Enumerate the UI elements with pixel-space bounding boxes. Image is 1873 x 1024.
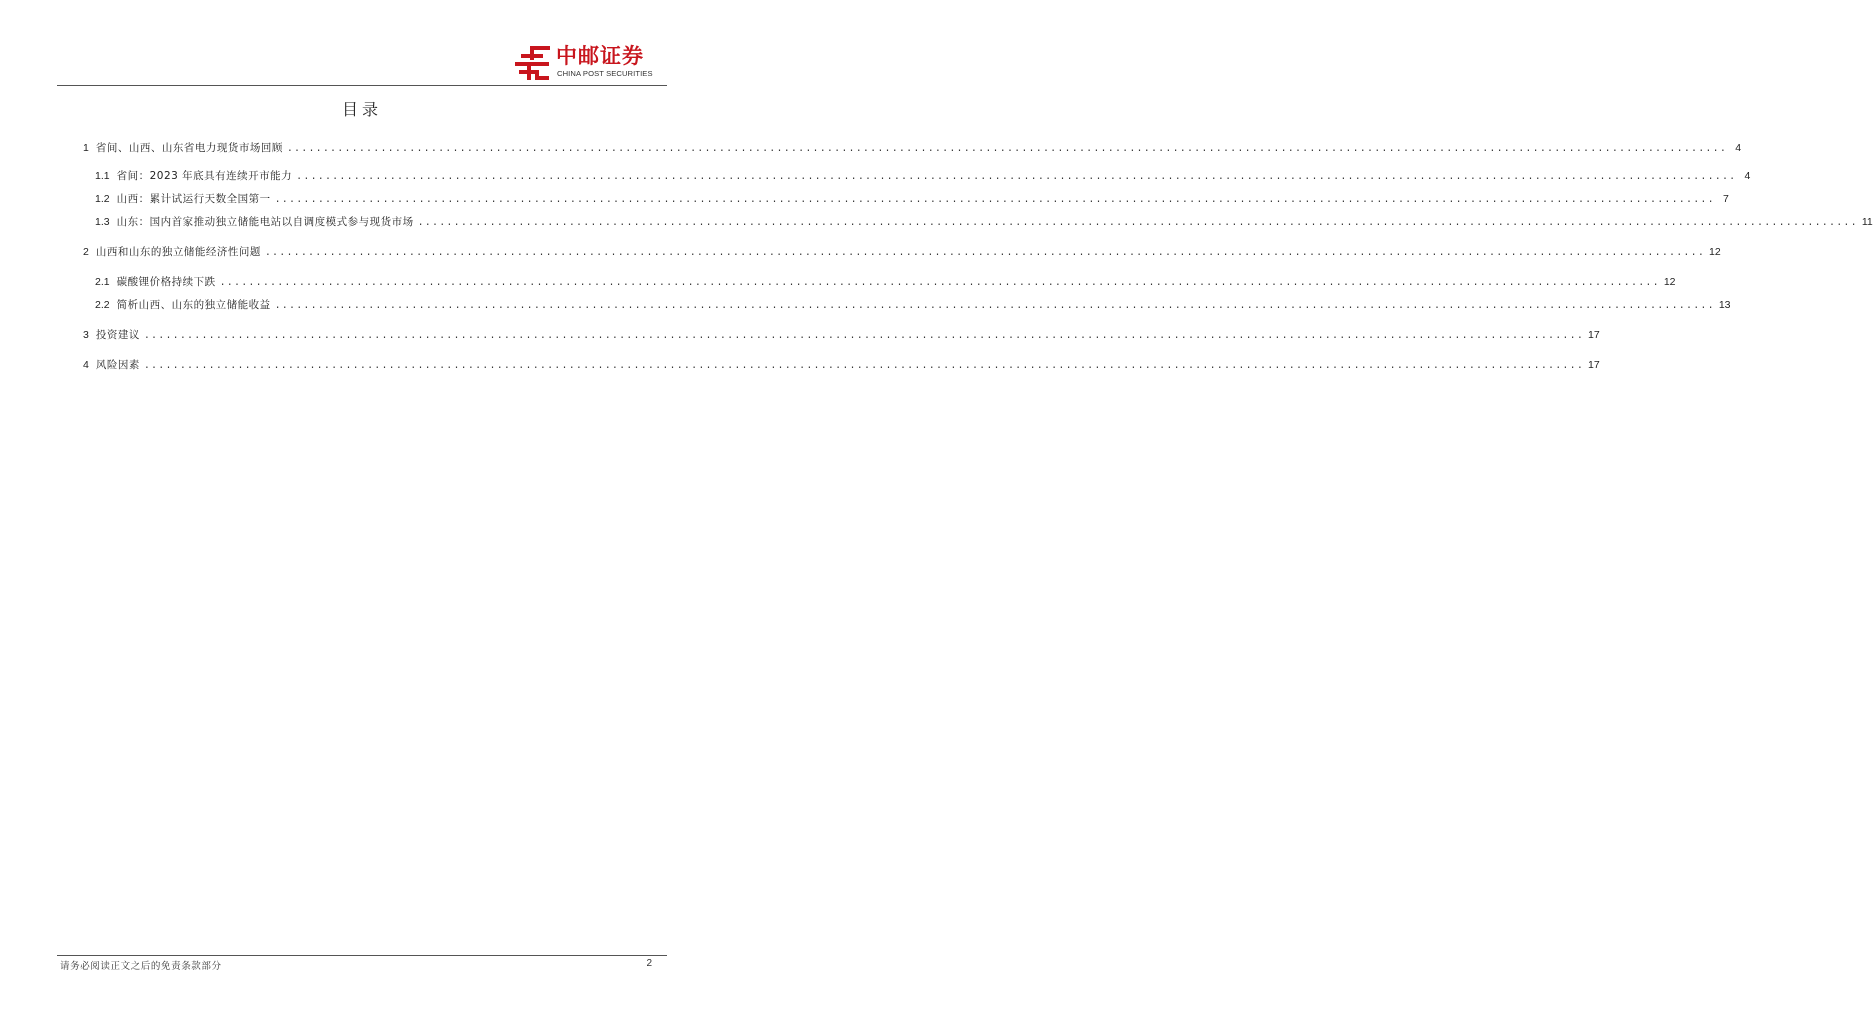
toc-entry-page: 12 xyxy=(1663,276,1676,288)
toc-entry-title: 省间：2023 年底具有连续开市能力 xyxy=(116,170,293,182)
toc-entry-page: 4 xyxy=(1744,170,1751,182)
toc-entry[interactable] xyxy=(95,192,1729,208)
toc-dot-leader: ........................................................................................................................................................................................................ xyxy=(143,331,1585,342)
toc-entry-number: 3 xyxy=(83,329,89,341)
toc-entry[interactable] xyxy=(83,358,1600,374)
header-divider xyxy=(57,85,667,86)
toc-entry-title: 山西和山东的独立储能经济性问题 xyxy=(95,246,261,258)
footer-disclaimer: 请务必阅读正文之后的免责条款部分 xyxy=(60,961,222,972)
china-post-logo-icon xyxy=(513,44,553,82)
toc-entry-page: 12 xyxy=(1709,246,1721,258)
toc-entry-number: 2 xyxy=(83,246,89,258)
toc-dot-leader: ........................................................................................................................................................................................................ xyxy=(143,361,1585,372)
toc-dot-leader: ........................................................................................................................................................................................................ xyxy=(417,218,1858,229)
toc-entry[interactable] xyxy=(95,275,1676,291)
toc-entry[interactable] xyxy=(95,298,1731,314)
toc-entry-title: 风险因素 xyxy=(95,359,140,371)
toc-entry[interactable] xyxy=(95,215,1873,231)
toc-title: 目录 xyxy=(341,100,382,119)
page-number: 2 xyxy=(646,958,652,969)
toc-entry-number: 2.1 xyxy=(95,276,110,288)
toc-entry[interactable] xyxy=(83,141,1742,157)
logo-english-name: CHINA POST SECURITIES xyxy=(557,69,653,78)
toc-entry-title: 山东：国内首家推动独立储能电站以自调度模式参与现货市场 xyxy=(116,216,414,228)
toc-entry-number: 2.2 xyxy=(95,299,110,311)
toc-dot-leader: ........................................................................................................................................................................................................ xyxy=(264,248,1706,259)
toc-entry-page: 13 xyxy=(1718,299,1731,311)
toc-entry[interactable] xyxy=(83,328,1600,344)
toc-entry[interactable] xyxy=(95,169,1751,185)
toc-entry-number: 1.1 xyxy=(95,170,110,182)
toc-entry-title: 碳酸锂价格持续下跌 xyxy=(116,276,216,288)
toc-entry-number: 1 xyxy=(83,142,89,154)
logo-chinese-name: 中邮证券 xyxy=(556,44,644,68)
toc-entry-number: 1.3 xyxy=(95,216,110,228)
toc-dot-leader: ........................................................................................................................................................................................................ xyxy=(296,172,1737,183)
toc-entry-page: 4 xyxy=(1735,142,1742,154)
toc-entry-title: 省间、山西、山东省电力现货市场回顾 xyxy=(95,142,283,154)
toc-entry-page: 17 xyxy=(1588,329,1600,341)
toc-entry-page: 17 xyxy=(1588,359,1600,371)
toc-dot-leader: ........................................................................................................................................................................................................ xyxy=(286,144,1728,155)
toc-entry-number: 4 xyxy=(83,359,89,371)
toc-entry[interactable] xyxy=(83,245,1721,261)
toc-entry-page: 11 xyxy=(1861,216,1873,228)
toc-dot-leader: ........................................................................................................................................................................................................ xyxy=(219,278,1660,289)
toc-entry-page: 7 xyxy=(1722,193,1729,205)
toc-entry-title: 山西：累计试运行天数全国第一 xyxy=(116,193,271,205)
toc-entry-title: 投资建议 xyxy=(95,329,140,341)
toc-entry-number: 1.2 xyxy=(95,193,110,205)
toc-dot-leader: ........................................................................................................................................................................................................ xyxy=(274,195,1715,206)
company-logo xyxy=(513,44,673,84)
toc-entry-title: 简析山西、山东的独立储能收益 xyxy=(116,299,271,311)
toc-dot-leader: ........................................................................................................................................................................................................ xyxy=(274,301,1715,312)
footer-divider xyxy=(57,955,667,956)
page-header xyxy=(0,0,724,86)
